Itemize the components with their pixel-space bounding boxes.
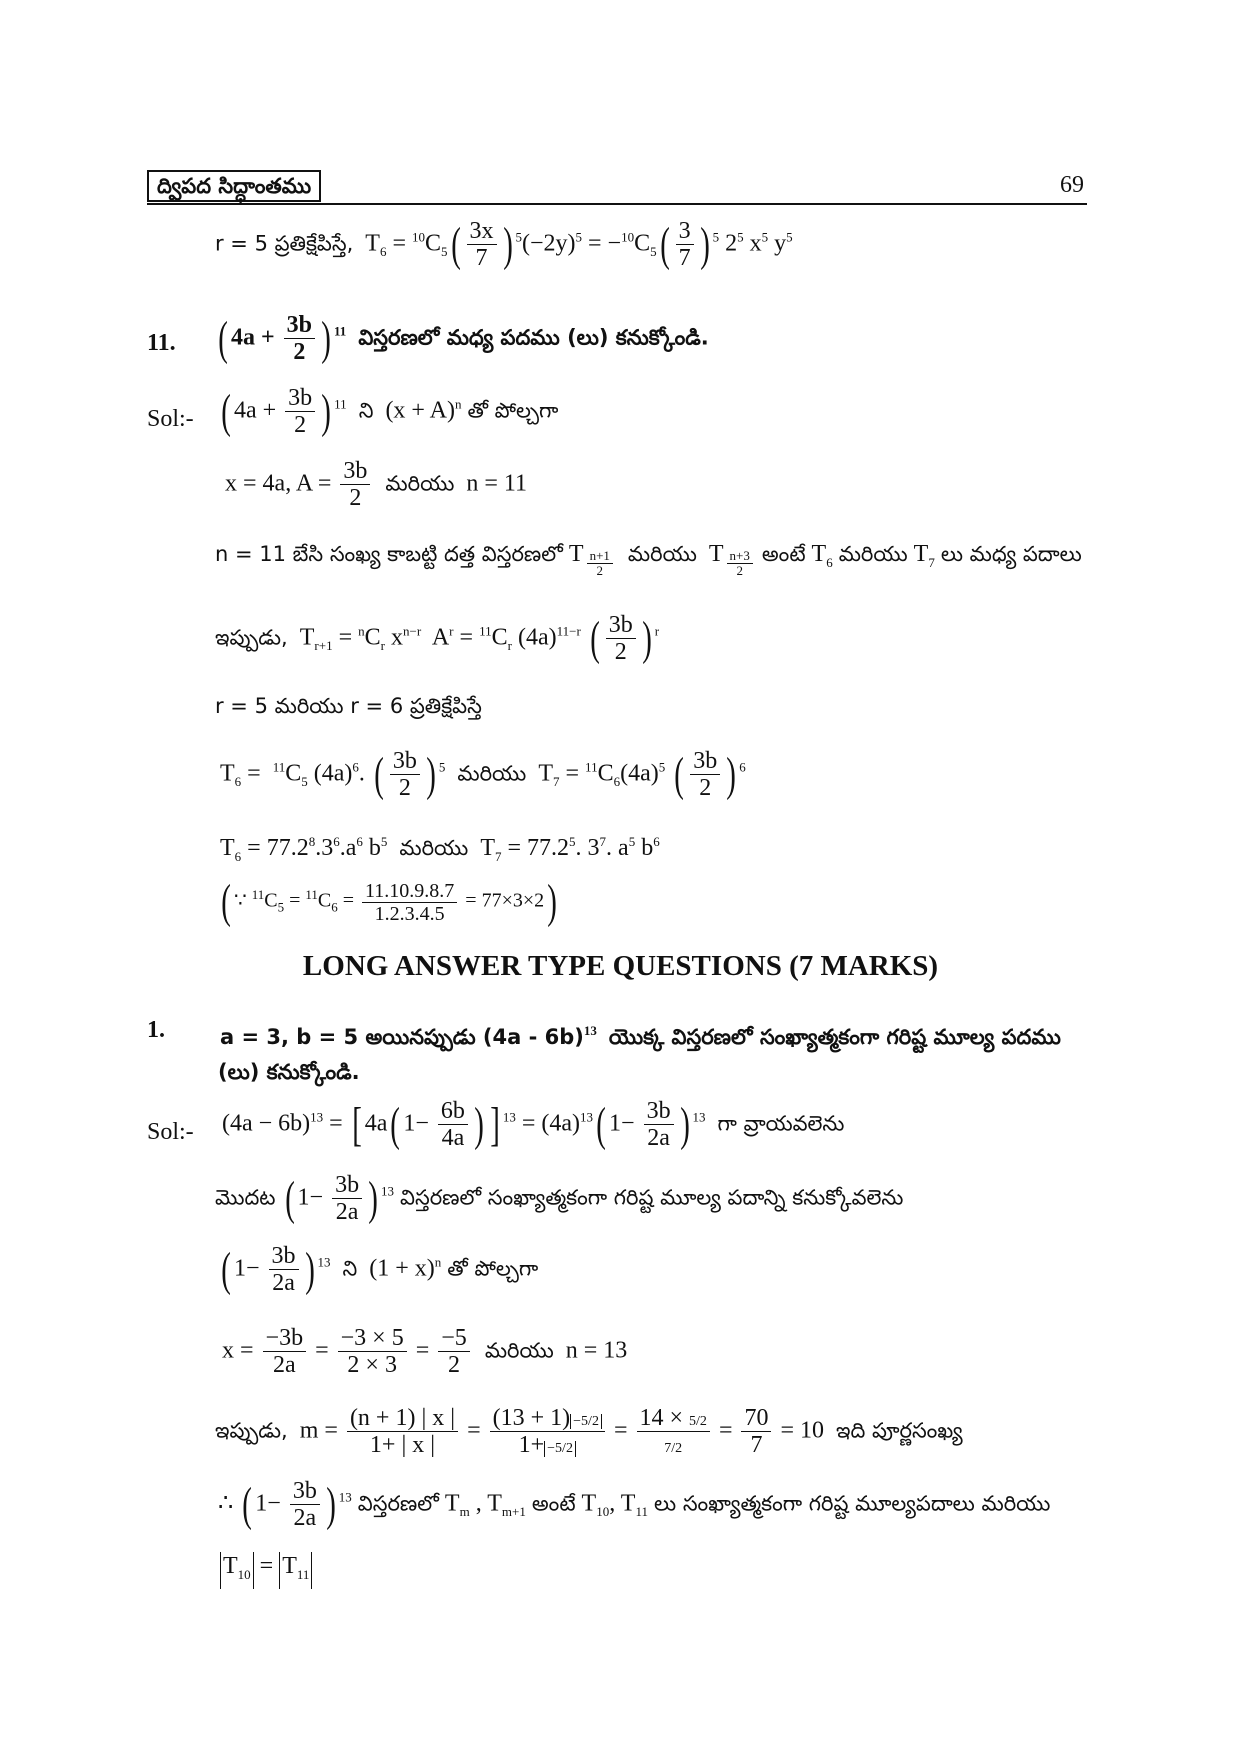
that-is-1: అంటే [761,542,806,566]
and-word-2: మరియు [627,542,697,566]
chapter-title-box [147,170,321,202]
x-value-line: x = $\frac{-3b}{2a}$ = $\frac{-3 \times 5}{2 \times 3}$ = $\frac{-5}{2}$ మరియు n = 13 [222,1325,628,1379]
first-find-line: మొదట ( 1− $\frac{3b}{2a}$ ) $^{13}$ విస్తరణలో సంఖ్యాత్మకంగా గరిష్ట మూల్య పదాన్ని కనుక్కోవలెను [215,1171,904,1226]
question-11-text: విస్తరణలో మధ్య పదము (లు) కనుక్కోండి. [358,325,709,350]
odd-n-text: n = 11 బేసి సంఖ్య కాబట్టి దత్త విస్తరణలో [215,542,563,566]
question-1-line-1: a = 3, b = 5 అయినప్పుడు (4a - 6b)$^{13}$ యొక్క విస్తరణలో సంఖ్యాత్మకంగా గరిష్ట మూల్య పదము [220,1023,1061,1049]
l1-prefix: r = 5 ప్రతిక్షేపిస్తే, [215,231,354,256]
header-rule [147,203,1087,205]
that-is-2: అంటే [531,1491,576,1516]
t6-t7-line: $T_6 = ^{11}C_5$ $(4a)^6$. ( $\frac{3b}{2}$ ) $^5$ మరియు $T_7 = ^{11}C_6(4a)^5$ ( $\frac{3b}{2}$ ) $^6$ [220,747,746,802]
compare-line-2: ( 1− $\frac{3b}{2a}$ ) $^{13}$ ని $(1 + x)^n$ తో పోల్చగా [221,1242,539,1297]
sol-label-1: Sol:- [147,406,194,432]
compare-word-2: ని [342,1256,358,1281]
and-word-6: మరియు [484,1338,554,1363]
chapter-title: ద్విపద సిద్ధాంతము [157,174,312,198]
first-word: మొదట [215,1185,276,1210]
question-1-number: 1. [147,1017,165,1043]
find-numerical-text: విస్తరణలో సంఖ్యాత్మకంగా గరిష్ట మూల్య పదాన్ని కనుక్కోవలెను [400,1185,904,1210]
x-a-values: x = 4a, A = $\frac{3b}{2}$ మరియు n = 11 [225,458,528,512]
page-number: 69 [1060,172,1084,198]
m-value-line: ఇప్పుడు, m = $\frac{(n + 1) | x |}{1+ | x |}$ = $\frac{(13 + 1) -5/2}{1+ -5/2}$ = $\frac{14 \times 5/2}{7/2}$ = $\frac{70}{7}$ = 10 ఇది పూర్ణసంఖ్య [215,1405,963,1459]
and-word-1: మరియు [385,471,455,496]
q1-text-a: a = 3, b = 5 అయినప్పుడు (4a - 6b) [220,1025,584,1049]
long-answer-heading: LONG ANSWER TYPE QUESTIONS (7 MARKS) [302,950,939,982]
r-sub-text: r = 5 మరియు r = 6 ప్రతిక్షేపిస్తే [215,694,482,718]
question-11: ( 4a + $\frac{3b}{2}$ ) $^{11}$ విస్తరణలో మధ్య పదము (లు) కనుక్కోండి. [218,311,709,366]
compare-suffix-2: తో పోల్చగా [447,1256,539,1281]
ippudu-2: ఇప్పుడు, [215,1418,288,1443]
compare-line: ( 4a + $\frac{3b}{2}$ ) $^{11}$ ని $(x + A)^n$ తో పోల్చగా [221,384,559,439]
equation-t6-previous: r = 5 ప్రతిక్షేపిస్తే, $T_6 = ^{10}C_5$( $\frac{3x}{7}$ ) $^5(-2y)^5 = -^{10}C_5$( $\frac{3}{7}$ ) $^5$ $2^5$ $x^5$ $y^5$ [215,217,793,272]
q1-text-c: (లు) కనుక్కోండి. [218,1060,360,1084]
abs-equality: $T_{10} = T_{11}$ [220,1552,312,1589]
therefore-line: ∴ ( 1− $\frac{3b}{2a}$ ) $^{13}$ విస్తరణలో $T_m$ , $T_{m+1}$ అంటే $T_{10}$, $T_{11}$ లు సంఖ్యాత్మకంగా గరిష్ట మూల్యపదాలు మరియు [218,1477,1051,1532]
t6-t7-numeric: $T_6 = 77.2^8.3^6.a^6$ $b^5$ మరియు $T_7 = 77.2^5$. $3^7$. $a^5$ $b^6$ [220,834,660,864]
middle-terms-text: లు మధ్య పదాలు [940,542,1082,566]
sol-label-2: Sol:- [147,1119,194,1145]
q1-text-b: యొక్క విస్తరణలో సంఖ్యాత్మకంగా గరిష్ట మూల్య పదము [608,1025,1061,1049]
compare-suffix: తో పోల్చగా [467,398,559,423]
compare-word: ని [358,398,374,423]
write-as: గా వ్రాయవలెను [717,1111,845,1136]
and-word-5: మరియు [399,836,469,860]
ippudu-1: ఇప్పుడు, [215,625,288,650]
odd-n-line: n = 11 బేసి సంఖ్య కాబట్టి దత్త విస్తరణలో T $_{\frac{n+1}{2}}$ మరియు T $_{\frac{n+3}{2}}$ అంటే $T_6$ మరియు $T_7$ లు మధ్య పదాలు [215,541,1082,579]
final-text: లు సంఖ్యాత్మకంగా గరిష్ట మూల్యపదాలు మరియు [653,1491,1051,1516]
general-term-line: ఇప్పుడు, $T_{r+1} = ^nC_r$ $x^{n-r}$ $A^r = ^{11}C_r$ $(4a)^{11-r}$ ( $\frac{3b}{2}$ ) $^r$ [215,611,660,666]
expansion-word: విస్తరణలో [357,1491,439,1516]
and-word-4: మరియు [457,761,527,786]
and-word-3: మరియు [838,542,908,566]
question-11-number: 11. [147,330,176,356]
since-line: ( ∵ $^{11}C_5 = ^{11}C_6$ = $\frac{11.10.9.8.7}{1.2.3.4.5}$ = 77×3×2) [221,875,557,928]
question-1-line-2 [218,1058,360,1086]
r-substitution-line [215,692,482,720]
integer-text: ఇది పూర్ణసంఖ్య [836,1418,963,1443]
rewrite-line: $(4a - 6b)^{13}$ = [ 4a( 1− $\frac{6b}{4a}$ ) ] $^{13} = (4a)^{13}$( 1− $\frac{3b}{2a}$ ) $^{13}$ గా వ్రాయవలెను [222,1097,845,1152]
